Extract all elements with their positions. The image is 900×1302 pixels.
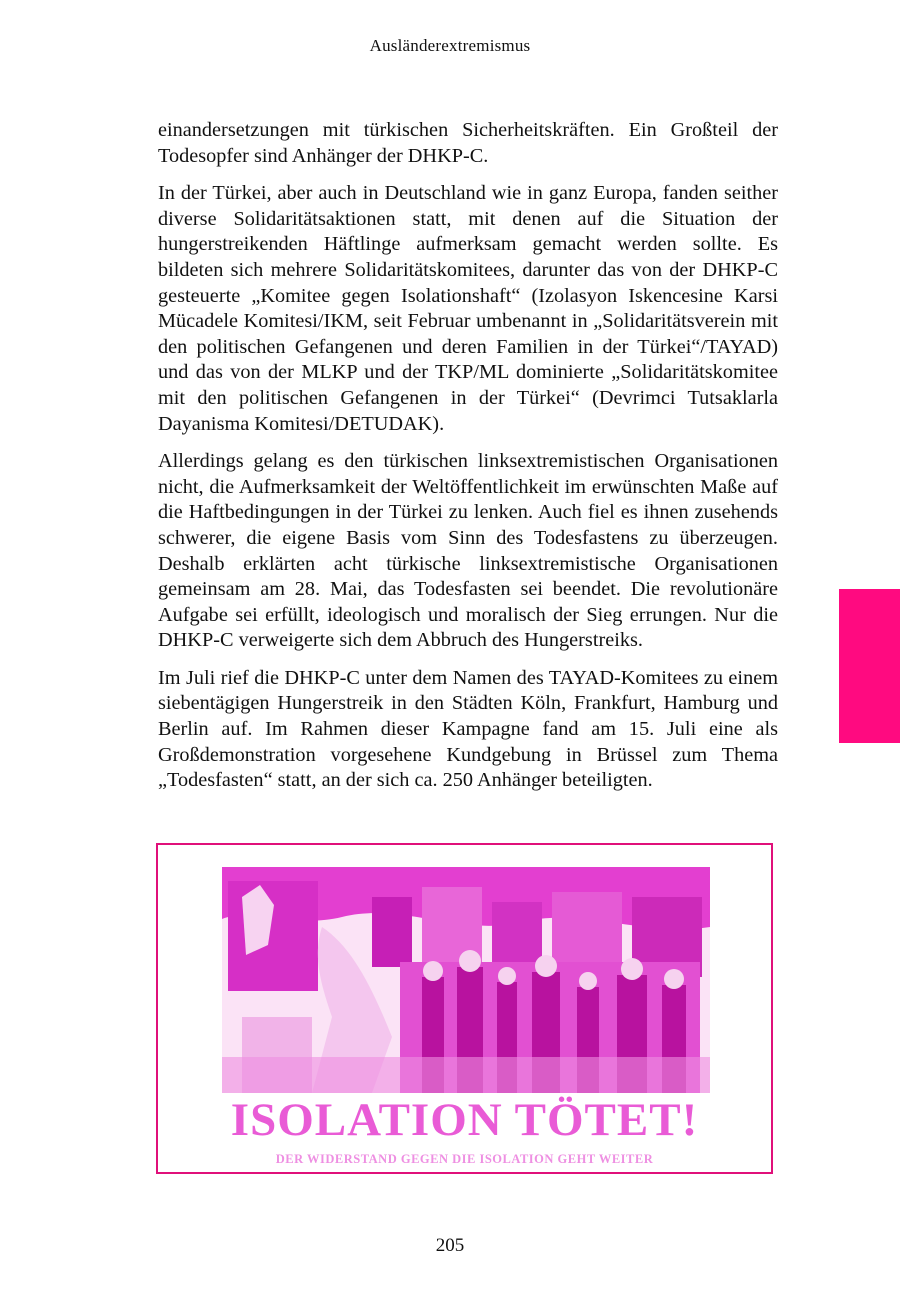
poster-title: ISOLATION TÖTET! <box>230 1094 699 1146</box>
demonstration-photo <box>222 867 710 1093</box>
paragraph-4: Im Juli rief die DHKP-C unter dem Namen des TAYAD-Komitees zu einem siebentägigen Hungerstreik in den Städten Köln, Frankfurt, Hamburg und Berlin auf. Im Rahmen dieser Kampagne fand am 15. Juli eine als Großdemonstration vorgesehene Kundgebung in Brüssel zum Thema „Todesfasten“ statt, an der sich ca. 250 Anhänger beteiligten. <box>158 666 778 792</box>
paragraph-2: In der Türkei, aber auch in Deutschland wie in ganz Europa, fanden seither diverse Solidaritätsaktionen statt, mit denen auf die Situation der hungerstreikenden Häftlinge aufmerksam gemacht werden sollte. Es bildeten sich mehrere Solidaritätskomitees, darunter das von der DHKP-C gesteuerte „Komitee gegen Isolationshaft“ (Izolasyon Iskencesine Karsi Mücadele Komitesi/IKM, seit Februar umbenannt in „Solidaritätsverein mit den politischen Gefangenen und deren Familien in der Türkei“/TAYAD) und das von der MLKP und der TKP/ML dominierte „Solidaritätskomitee mit den politischen Gefangenen in der Türkei“ (Devrimci Tutsaklarla Dayanisma Komitesi/DETUDAK). <box>158 182 778 435</box>
poster-figure <box>156 843 773 1174</box>
paragraph-3: Allerdings gelang es den türkischen linksextremistischen Organisationen nicht, die Aufmerksamkeit der Weltöffentlichkeit im erwünschten Maße auf die Haftbedingungen in der Türkei zu lenken. Auch fiel es ihnen zusehends schwerer, die eigene Basis vom Sinn des Todesfastens zu überzeugen. Deshalb erklärten acht türkische linksextremistische Organisationen gemeinsam am 28. Mai, das Todesfasten sei beendet. Die revolutionäre Aufgabe sei erfüllt, ideologisch und moralisch der Sieg errungen. Nur die DHKP-C verweigerte sich dem Abbruch des Hungerstreiks. <box>158 450 778 652</box>
chapter-marker-tab <box>839 589 900 743</box>
running-header: Ausländerextremismus <box>369 36 531 55</box>
body-text <box>158 118 778 806</box>
poster-subtitle: DER WIDERSTAND GEGEN DIE ISOLATION GEHT WEITER <box>275 1152 654 1166</box>
page-number: 205 <box>435 1235 465 1256</box>
paragraph-1: einandersetzungen mit türkischen Sicherheitskräften. Ein Großteil der Todesopfer sind Anhänger der DHKP-C. <box>158 119 778 167</box>
